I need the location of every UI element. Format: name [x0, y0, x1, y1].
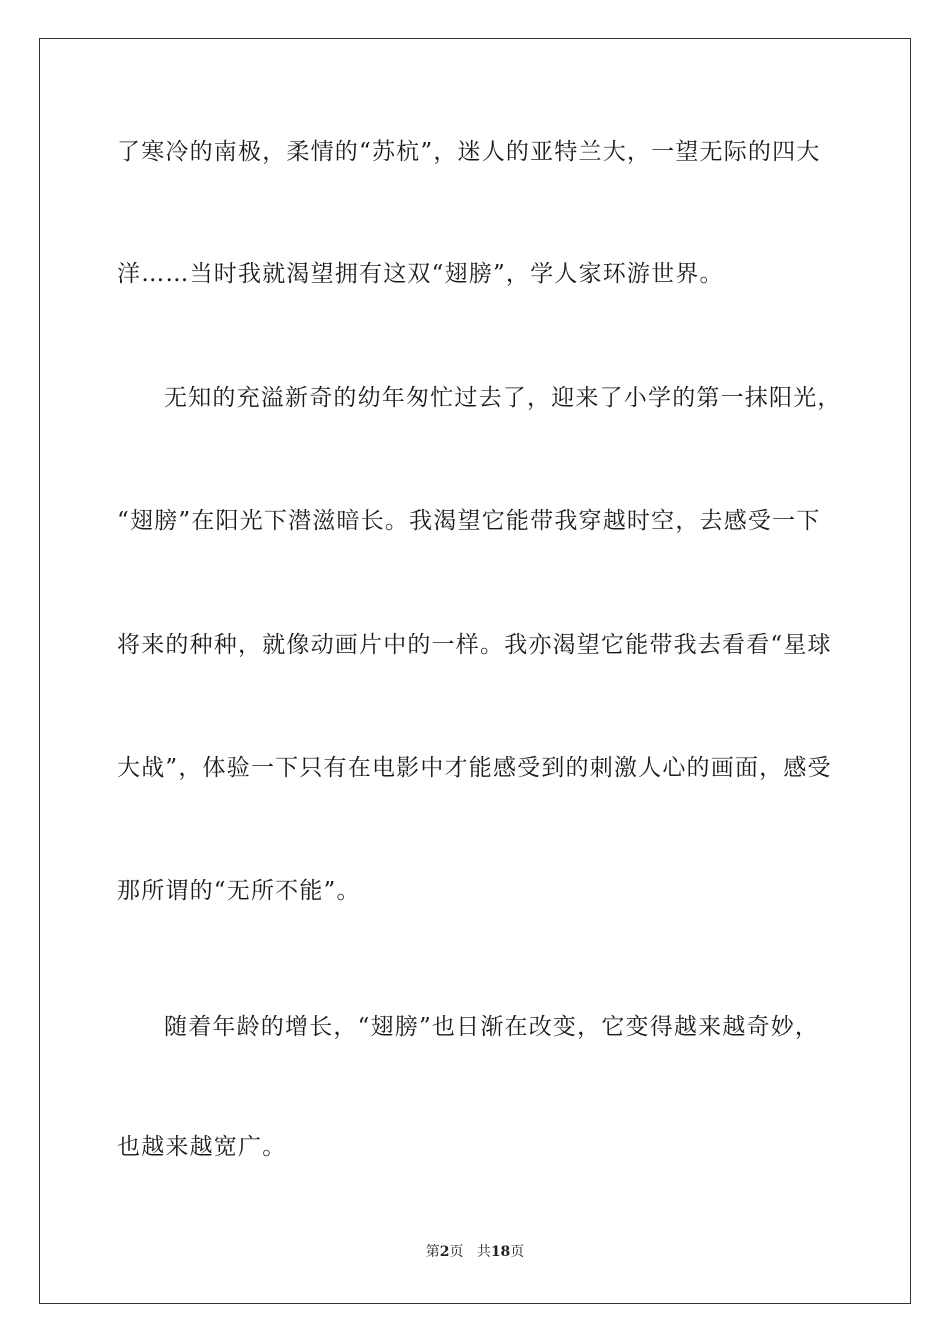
total-suffix: 页 [510, 1244, 525, 1260]
page-suffix: 页 [449, 1244, 464, 1260]
total-prefix: 共 [476, 1244, 491, 1260]
page-prefix: 第 [425, 1244, 440, 1260]
total-pages: 18 [490, 1244, 511, 1260]
text-line: 了寒冷的南极，柔情的“苏杭”，迷人的亚特兰大，一望无际的四大 [117, 139, 821, 165]
text-line: “翅膀”在阳光下潜滋暗长。我渴望它能带我穿越时空，去感受一下 [117, 508, 821, 534]
page-footer [0, 1243, 950, 1261]
page-number: 2 [439, 1244, 450, 1260]
text-line: 那所谓的“无所不能”。 [117, 878, 361, 904]
text-line-indented: 无知的充溢新奇的幼年匆忙过去了，迎来了小学的第一抹阳光， [164, 385, 842, 411]
text-line: 也越来越宽广。 [117, 1134, 287, 1160]
text-line-indented: 随着年龄的增长，“翅膀”也日渐在改变，它变得越来越奇妙， [164, 1014, 820, 1040]
page-border [39, 38, 911, 1304]
text-line: 洋……当时我就渴望拥有这双“翅膀”，学人家环游世界。 [117, 261, 724, 287]
text-line: 大战”，体验一下只有在电影中才能感受到的刺激人心的画面，感受 [117, 755, 832, 781]
text-line: 将来的种种，就像动画片中的一样。我亦渴望它能带我去看看“星球 [117, 632, 832, 658]
